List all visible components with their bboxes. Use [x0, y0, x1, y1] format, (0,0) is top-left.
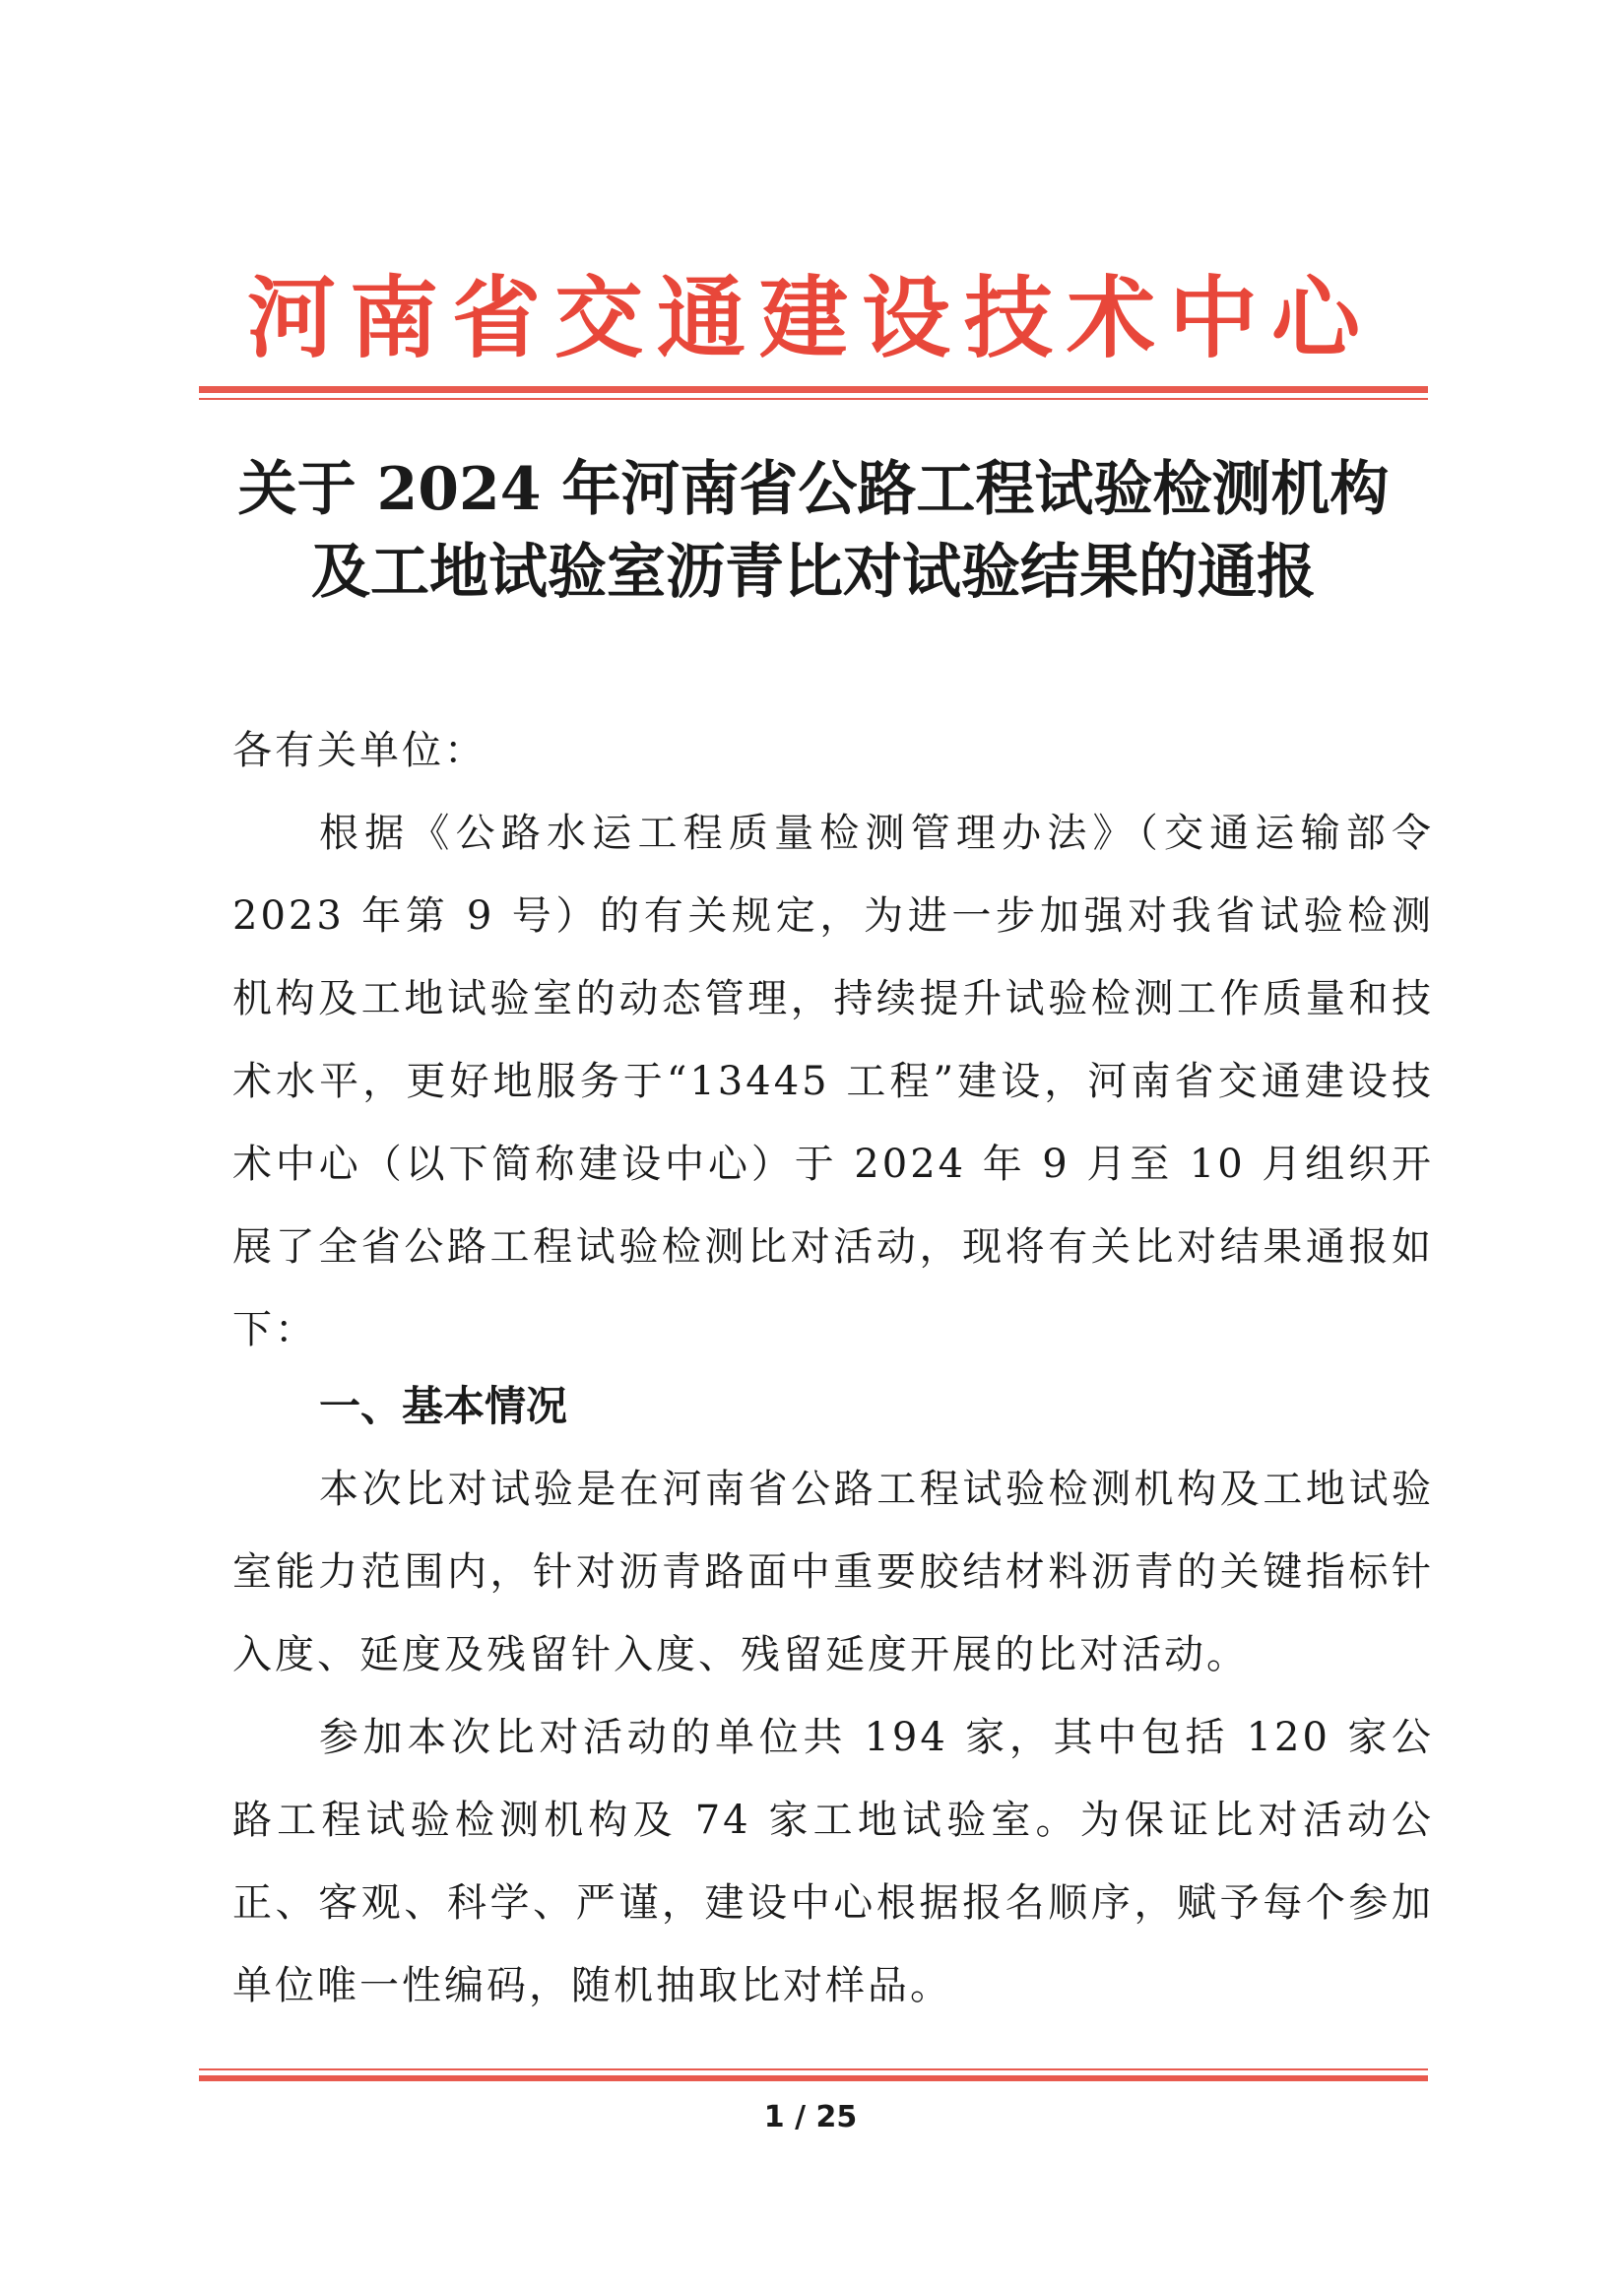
salutation-text: 各有关单位： — [232, 728, 486, 773]
salutation — [232, 709, 1434, 792]
section-heading-basic-situation: 一、基本情况 — [319, 1382, 568, 1430]
document-title — [199, 448, 1428, 614]
header-divider-thin — [199, 398, 1428, 400]
footer-divider-thin — [199, 2068, 1428, 2070]
paragraph-3 — [232, 1696, 1434, 2027]
paragraph-2-text: 本次比对试验是在河南省公路工程试验检测机构及工地试验室能力范围内，针对沥青路面中重要胶结材料沥青的关键指标针入度、延度及残留针入度、残留延度开展的比对活动。 — [232, 1467, 1434, 1677]
header-divider-thick — [199, 386, 1428, 393]
paragraph-1 — [232, 792, 1434, 1371]
footer-divider — [199, 2068, 1428, 2081]
paragraph-2 — [232, 1448, 1434, 1696]
document-title-line-1: 关于 2024 年河南省公路工程试验检测机构 — [237, 455, 1390, 524]
page-number: 1 / 25 — [763, 2100, 858, 2134]
paragraph-3-text: 参加本次比对活动的单位共 194 家，其中包括 120 家公路工程试验检测机构及 74 家工地试验室。为保证比对活动公正、客观、科学、严谨，建设中心根据报名顺序，赋予每个参加单位唯一性编码，随机抽取比对样品。 — [232, 1715, 1434, 2008]
paragraph-1-text: 根据《公路水运工程质量检测管理办法》（交通运输部令 2023 年第 9 号）的有关规定，为进一步加强对我省试验检测机构及工地试验室的动态管理，持续提升试验检测工作质量和技术水平，更好地服务于“13445 工程”建设，河南省交通建设技术中心（以下简称建设中心）于 2024 年 9 月至 10 月组织开展了全省公路工程试验检测比对活动，现将有关比对结果通报如下： — [232, 811, 1434, 1352]
document-title-line-2: 及工地试验室沥青比对试验结果的通报 — [311, 538, 1316, 607]
header-divider — [199, 386, 1428, 400]
organization-header: 河南省交通建设技术中心 — [247, 266, 1374, 370]
footer-divider-thick — [199, 2075, 1428, 2081]
